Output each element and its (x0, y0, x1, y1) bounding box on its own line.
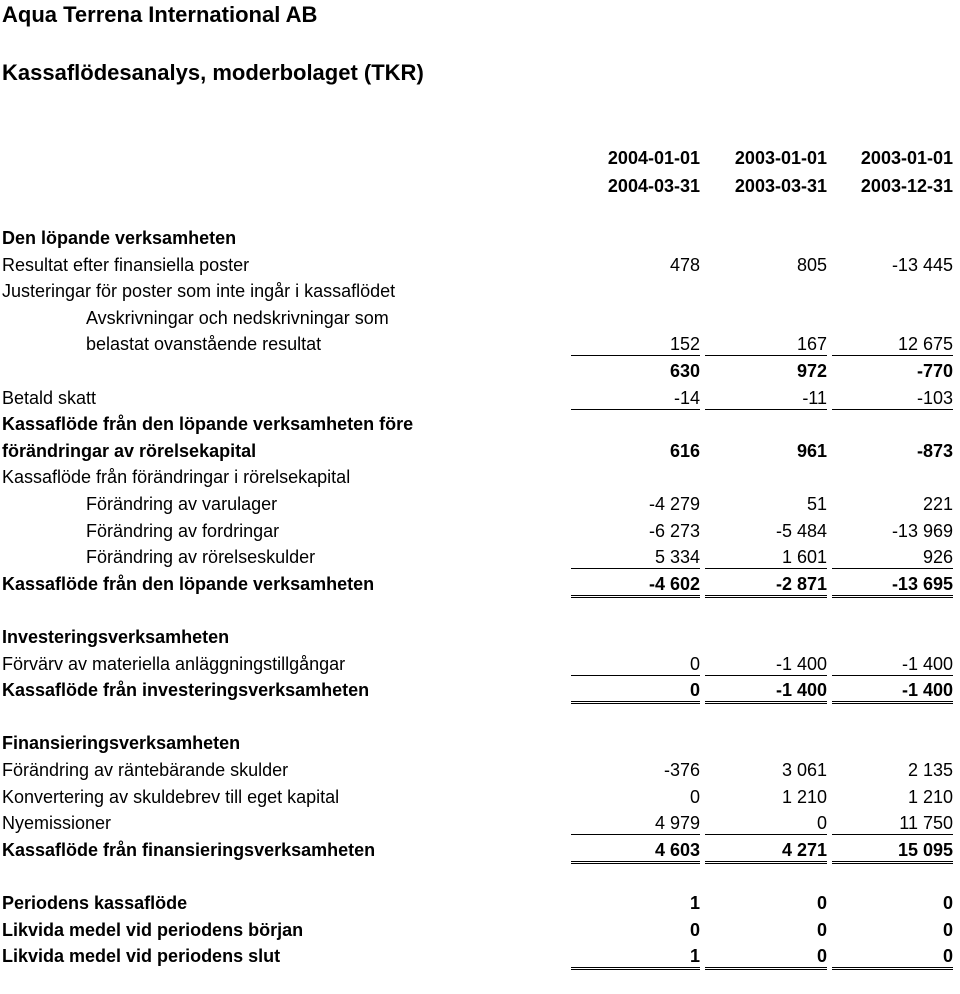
row-value-period-3: 12 675 (832, 334, 953, 356)
row-value-period-1 (580, 308, 700, 329)
company-name: Aqua Terrena International AB (2, 2, 318, 27)
table-row (0, 281, 960, 305)
row-value-period-3 (833, 866, 953, 887)
row-value-period-1: -4 602 (571, 574, 700, 598)
period-1-to: 2004-03-31 (607, 176, 700, 196)
row-label: Kassaflöde från förändringar i rörelsekapital (2, 467, 351, 488)
row-value-period-3 (833, 308, 953, 329)
row-value-period-1 (580, 733, 700, 754)
row-label: förändringar av rörelsekapital (2, 440, 257, 461)
row-value-period-2: 0 (705, 946, 827, 970)
row-value-period-1 (580, 707, 700, 728)
row-value-period-1 (580, 281, 700, 302)
row-value-period-3 (833, 627, 953, 648)
row-value-period-2: 167 (705, 334, 827, 356)
row-value-period-3 (833, 707, 953, 728)
row-value-period-3: 2 135 (907, 760, 953, 780)
row-value-period-3 (833, 733, 953, 754)
row-value-period-2: -2 871 (705, 574, 827, 598)
table-row (0, 600, 960, 624)
row-label: belastat ovanstående resultat (86, 334, 322, 355)
table-row (0, 733, 960, 757)
row-value-period-2: 51 (806, 494, 827, 514)
period-3-from: 2003-01-01 (860, 148, 953, 168)
row-value-period-2 (707, 733, 827, 754)
table-row (0, 680, 960, 704)
row-value-period-2: -5 484 (775, 520, 827, 541)
row-value-period-1: 0 (571, 680, 700, 704)
row-value-period-3 (833, 600, 953, 621)
period-1-from: 2004-01-01 (607, 148, 700, 168)
row-value-period-3: 221 (922, 494, 953, 514)
row-value-period-1: -6 273 (648, 520, 700, 541)
table-row (0, 893, 960, 917)
row-label: Kassaflöde från den löpande verksamheten före (2, 414, 414, 435)
row-value-period-2 (707, 228, 827, 249)
row-value-period-3: -1 400 (832, 654, 953, 676)
row-value-period-3: -873 (916, 440, 953, 461)
row-value-period-3: -103 (832, 388, 953, 410)
table-row (0, 308, 960, 332)
row-label: Resultat efter finansiella poster (2, 254, 250, 275)
period-3-to: 2003-12-31 (860, 176, 953, 196)
row-label: Förändring av räntebärande skulder (2, 760, 289, 780)
table-row (0, 414, 960, 438)
report-title: Kassaflödesanalys, moderbolaget (TKR) (2, 60, 424, 85)
table-row (0, 361, 960, 385)
table-row (0, 547, 960, 571)
table-row (0, 627, 960, 651)
table-row (0, 840, 960, 864)
row-value-period-1: 630 (669, 361, 700, 381)
row-label: Justeringar för poster som inte ingår i kassaflödet (2, 281, 396, 302)
row-value-period-1 (580, 467, 700, 488)
row-value-period-1: 4 603 (571, 840, 700, 864)
row-value-period-2: 972 (796, 361, 827, 381)
table-row (0, 494, 960, 518)
row-value-period-2: -1 400 (705, 680, 827, 704)
row-label: Förändring av varulager (86, 494, 278, 514)
row-value-period-2: -11 (705, 388, 827, 410)
table-row (0, 707, 960, 731)
row-label: Förändring av fordringar (86, 520, 280, 541)
row-value-period-2 (707, 308, 827, 329)
table-row (0, 467, 960, 491)
row-value-period-2: 1 210 (781, 786, 827, 807)
row-value-period-1 (580, 228, 700, 249)
row-value-period-3 (833, 228, 953, 249)
row-value-period-3: -13 695 (832, 574, 953, 598)
row-value-period-2: 805 (796, 254, 827, 275)
row-value-period-1 (580, 866, 700, 887)
row-value-period-2 (707, 414, 827, 435)
table-row (0, 654, 960, 678)
row-label: Investeringsverksamheten (2, 627, 230, 647)
row-label: Förvärv av materiella anläggningstillgångar (2, 653, 346, 674)
table-row (0, 787, 960, 811)
row-value-period-1 (580, 600, 700, 621)
row-value-period-3 (833, 414, 953, 435)
row-value-period-2 (707, 707, 827, 728)
row-value-period-1: 0 (689, 919, 700, 940)
row-value-period-3: 926 (832, 547, 953, 569)
table-row (0, 255, 960, 279)
row-label: Konvertering av skuldebrev till eget kapital (2, 786, 340, 807)
row-value-period-2 (707, 281, 827, 302)
row-label: Likvida medel vid periodens slut (2, 946, 281, 967)
row-value-period-1 (580, 414, 700, 435)
row-value-period-1: 5 334 (571, 547, 700, 569)
row-value-period-2: 0 (705, 813, 827, 835)
row-value-period-2: 4 271 (705, 840, 827, 864)
row-value-period-2: 0 (816, 919, 827, 940)
row-value-period-1: 1 (571, 946, 700, 970)
table-row (0, 228, 960, 252)
row-value-period-3: 0 (942, 893, 953, 913)
row-value-period-3: -13 445 (891, 254, 953, 275)
row-label: Likvida medel vid periodens början (2, 919, 304, 940)
table-row (0, 813, 960, 837)
row-value-period-1: 0 (689, 786, 700, 807)
period-2-from: 2003-01-01 (734, 148, 827, 168)
row-value-period-2 (707, 600, 827, 621)
row-value-period-1: 1 (689, 893, 700, 913)
table-row (0, 920, 960, 944)
row-value-period-1: -376 (663, 760, 700, 780)
table-row (0, 760, 960, 784)
row-label: Kassaflöde från den löpande verksamheten (2, 573, 375, 594)
row-label: Finansieringsverksamheten (2, 733, 241, 754)
row-value-period-1: 152 (571, 334, 700, 356)
row-value-period-1: -4 279 (648, 494, 700, 514)
row-label: Den löpande verksamheten (2, 228, 237, 248)
row-value-period-3 (833, 281, 953, 302)
row-value-period-1: 4 979 (571, 813, 700, 835)
row-label: Förändring av rörelseskulder (86, 547, 316, 568)
row-value-period-3: 1 210 (907, 786, 953, 807)
table-row (0, 574, 960, 598)
row-label: Kassaflöde från investeringsverksamheten (2, 680, 370, 701)
row-value-period-1: -14 (571, 388, 700, 410)
table-row (0, 441, 960, 465)
row-value-period-3: 0 (832, 946, 953, 970)
table-row (0, 866, 960, 890)
row-label: Kassaflöde från finansieringsverksamheten (2, 839, 376, 860)
row-value-period-3: 0 (942, 919, 953, 940)
row-value-period-3: -770 (916, 361, 953, 381)
row-value-period-1 (580, 627, 700, 648)
row-value-period-2 (707, 627, 827, 648)
table-row (0, 388, 960, 412)
row-value-period-3: -13 969 (891, 520, 953, 541)
row-value-period-2 (707, 467, 827, 488)
row-label: Betald skatt (2, 387, 97, 408)
row-label: Periodens kassaflöde (2, 893, 188, 913)
row-value-period-3: -1 400 (832, 680, 953, 704)
table-row (0, 521, 960, 545)
row-value-period-3 (833, 467, 953, 488)
row-value-period-1: 616 (669, 440, 700, 461)
row-value-period-2: -1 400 (705, 654, 827, 676)
row-value-period-2: 0 (816, 893, 827, 913)
row-value-period-1: 478 (669, 254, 700, 275)
row-value-period-2 (707, 866, 827, 887)
period-2-to: 2003-03-31 (734, 176, 827, 196)
row-value-period-3: 15 095 (832, 840, 953, 864)
row-value-period-1: 0 (571, 654, 700, 676)
row-value-period-3: 11 750 (832, 813, 953, 835)
row-value-period-2: 1 601 (705, 547, 827, 569)
table-row (0, 946, 960, 970)
row-value-period-2: 3 061 (781, 760, 827, 780)
row-label: Avskrivningar och nedskrivningar som (86, 307, 389, 328)
table-row (0, 334, 960, 358)
row-label: Nyemissioner (2, 813, 112, 834)
row-value-period-2: 961 (796, 440, 827, 461)
